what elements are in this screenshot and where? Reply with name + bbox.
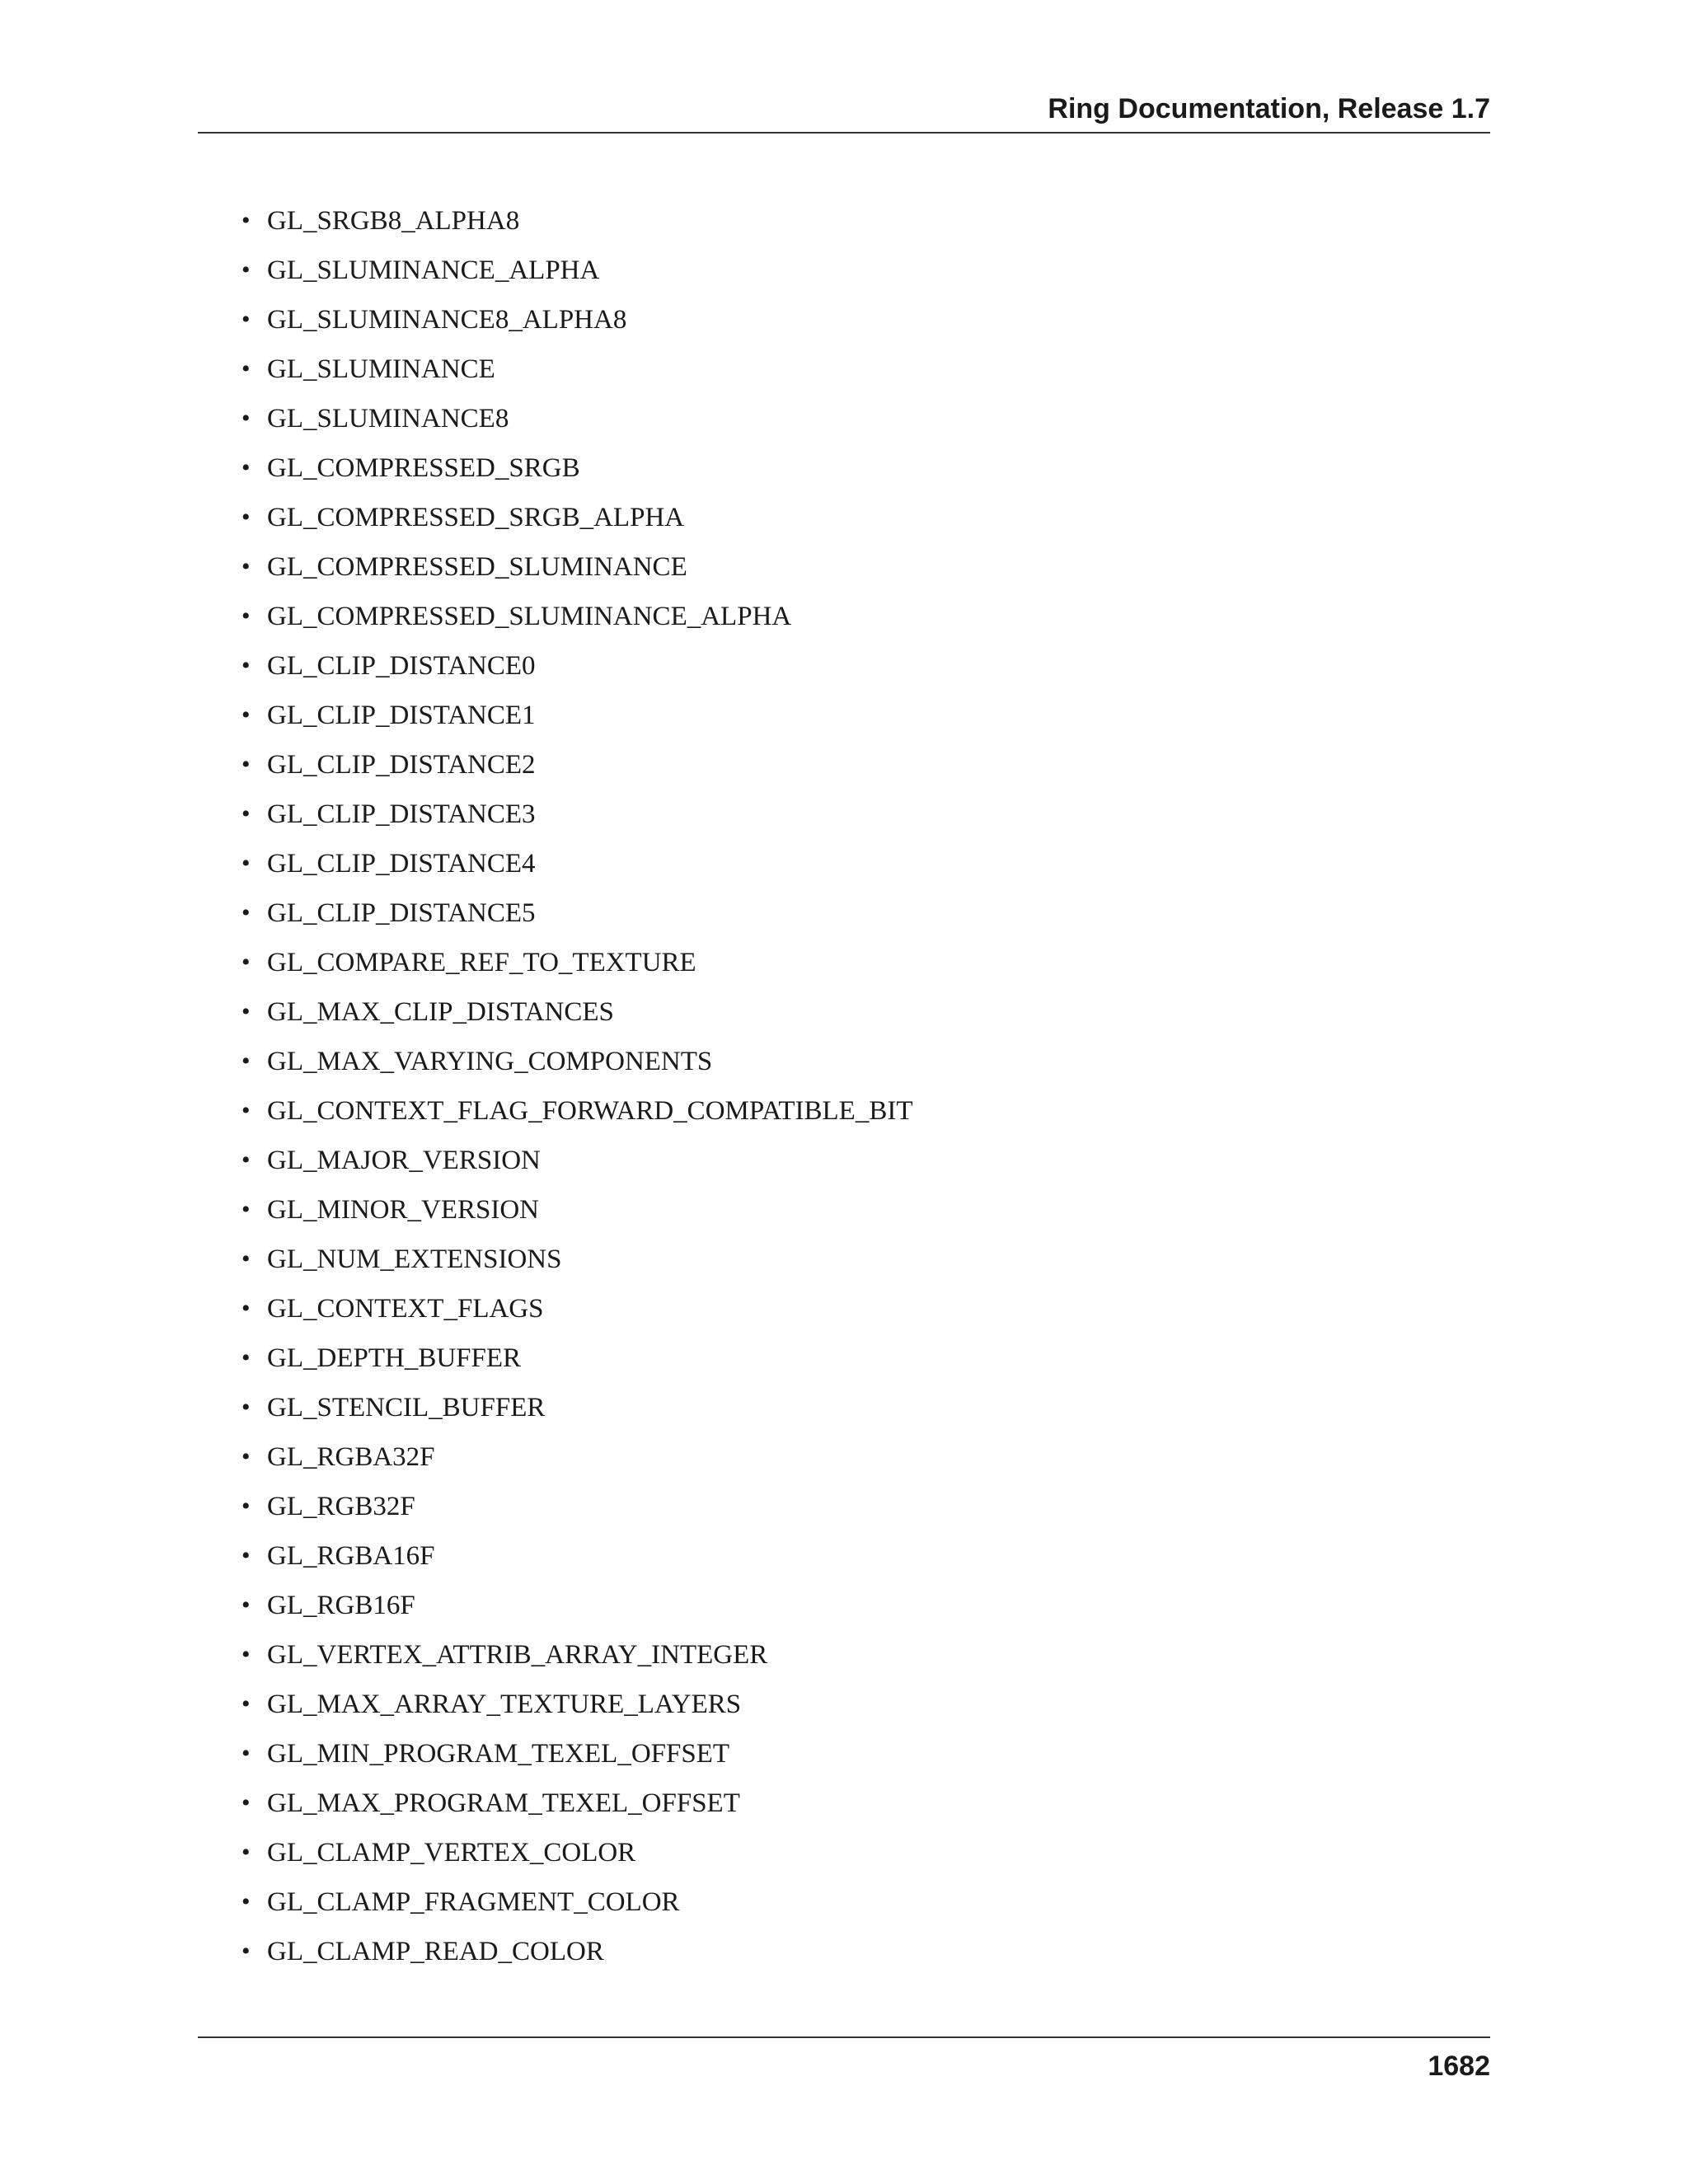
bullet-icon: • <box>241 256 251 284</box>
bullet-icon: • <box>241 1394 251 1421</box>
list-item-text: GL_MAX_PROGRAM_TEXEL_OFFSET <box>267 1788 740 1818</box>
list-item-text: GL_CONTEXT_FLAGS <box>267 1294 544 1324</box>
bullet-icon: • <box>241 1641 251 1668</box>
page-footer <box>198 2036 1490 2091</box>
bullet-icon: • <box>241 1097 251 1124</box>
list-item-text: GL_NUM_EXTENSIONS <box>267 1244 562 1274</box>
bullet-icon: • <box>241 800 251 827</box>
bullet-icon: • <box>241 1443 251 1470</box>
page-number: 1682 <box>1428 2050 1490 2082</box>
list-item-text: GL_SLUMINANCE8_ALPHA8 <box>267 305 627 335</box>
bullet-icon: • <box>241 1493 251 1520</box>
bullet-icon: • <box>241 1938 251 1965</box>
list-item-text: GL_SLUMINANCE8 <box>267 404 509 434</box>
bullet-icon: • <box>241 504 251 531</box>
bullet-icon: • <box>241 899 251 926</box>
bullet-icon: • <box>241 751 251 778</box>
list-item-text: GL_COMPRESSED_SRGB <box>267 453 580 483</box>
list-item-text: GL_RGB32F <box>267 1492 415 1521</box>
bullet-icon: • <box>241 1740 251 1767</box>
bullet-icon: • <box>241 998 251 1025</box>
list-item-text: GL_SLUMINANCE_ALPHA <box>267 255 600 285</box>
page-header <box>198 92 1490 134</box>
list-item-text: GL_SRGB8_ALPHA8 <box>267 206 520 236</box>
bullet-icon: • <box>241 1196 251 1223</box>
list-item-text: GL_VERTEX_ATTRIB_ARRAY_INTEGER <box>267 1640 768 1670</box>
bullet-icon: • <box>241 1888 251 1915</box>
document-title: Ring Documentation, Release 1.7 <box>1048 93 1490 124</box>
list-item-text: GL_CLIP_DISTANCE0 <box>267 651 536 681</box>
bullet-icon: • <box>241 602 251 630</box>
bullet-icon: • <box>241 701 251 729</box>
bullet-icon: • <box>241 1295 251 1322</box>
bullet-icon: • <box>241 1789 251 1816</box>
list-item-text: GL_RGBA32F <box>267 1442 435 1472</box>
list-item-text: GL_MAJOR_VERSION <box>267 1146 541 1175</box>
bullet-icon: • <box>241 1591 251 1619</box>
bullet-icon: • <box>241 1690 251 1718</box>
list-item-text: GL_SLUMINANCE <box>267 354 495 384</box>
list-item-text: GL_COMPRESSED_SLUMINANCE <box>267 552 687 582</box>
list-item-text: GL_COMPARE_REF_TO_TEXTURE <box>267 948 696 977</box>
list-item-text: GL_MINOR_VERSION <box>267 1195 539 1225</box>
bullet-icon: • <box>241 1047 251 1075</box>
bullet-icon: • <box>241 1542 251 1569</box>
list-item-text: GL_COMPRESSED_SRGB_ALPHA <box>267 503 685 532</box>
bullet-icon: • <box>241 1344 251 1371</box>
bullet-icon: • <box>241 652 251 679</box>
bullet-icon: • <box>241 207 251 234</box>
list-item-text: GL_COMPRESSED_SLUMINANCE_ALPHA <box>267 602 792 631</box>
list-item-text: GL_CLIP_DISTANCE1 <box>267 701 536 730</box>
list-item-text: GL_CLIP_DISTANCE3 <box>267 799 536 829</box>
list-item-text: GL_CLAMP_FRAGMENT_COLOR <box>267 1887 680 1917</box>
list-item-text: GL_CLAMP_READ_COLOR <box>267 1937 604 1966</box>
list-item-text: GL_RGBA16F <box>267 1541 435 1571</box>
list-item-text: GL_MAX_ARRAY_TEXTURE_LAYERS <box>267 1690 742 1719</box>
bullet-icon: • <box>241 1245 251 1272</box>
list-item-text: GL_CLIP_DISTANCE5 <box>267 898 536 928</box>
list-item-text: GL_STENCIL_BUFFER <box>267 1393 546 1422</box>
bullet-icon: • <box>241 850 251 877</box>
list-item-text: GL_CLIP_DISTANCE4 <box>267 849 536 879</box>
bullet-icon: • <box>241 306 251 333</box>
bullet-icon: • <box>241 949 251 976</box>
list-item-text: GL_CLAMP_VERTEX_COLOR <box>267 1838 636 1868</box>
list-item-text: GL_CLIP_DISTANCE2 <box>267 750 536 780</box>
list-item-text: GL_MIN_PROGRAM_TEXEL_OFFSET <box>267 1739 730 1769</box>
list-item-text: GL_CONTEXT_FLAG_FORWARD_COMPATIBLE_BIT <box>267 1096 913 1126</box>
bullet-icon: • <box>241 1839 251 1866</box>
bullet-icon: • <box>241 454 251 481</box>
list-item-text: GL_MAX_VARYING_COMPONENTS <box>267 1047 713 1076</box>
bullet-icon: • <box>241 1146 251 1174</box>
bullet-icon: • <box>241 355 251 382</box>
list-item-text: GL_MAX_CLIP_DISTANCES <box>267 997 614 1027</box>
bullet-icon: • <box>241 405 251 432</box>
bullet-icon: • <box>241 553 251 580</box>
list-item-text: GL_RGB16F <box>267 1591 415 1620</box>
list-item-text: GL_DEPTH_BUFFER <box>267 1343 522 1373</box>
